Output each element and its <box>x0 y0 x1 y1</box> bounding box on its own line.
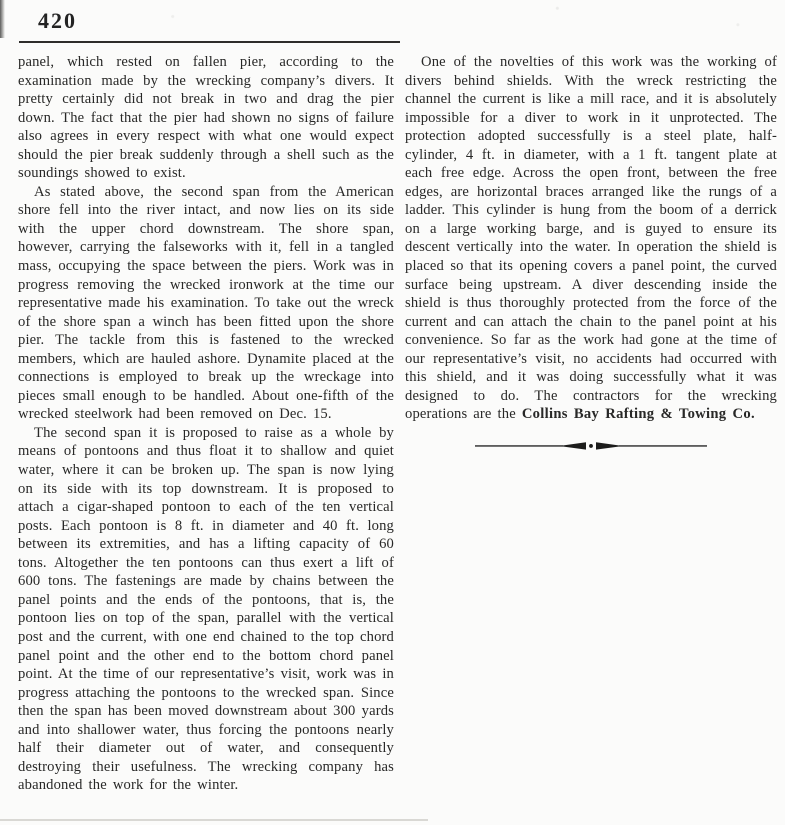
left-text-column <box>18 53 394 795</box>
section-divider-ornament <box>475 439 707 453</box>
paragraph-second-span-wreck: As stated above, the second span from the American shore fell into the river intact, and now lies on its side with the upper chord downstream. The shore span, however, carrying the falseworks with it, fell in a tangled mass, occupying the space between the piers. Work was in progress removing the wrecked ironwork at the time our representative made his examination. To take out the wreck of the shore span a winch has been fitted upon the shore pier. The tackle from this is fastened to the wrecked members, which are hauled ashore. Dynamite placed at the connections is employed to break up the wreckage into pieces small enough to be handled. About one-fifth of the wrecked steelwork had been removed on Dec. 15. <box>18 183 394 423</box>
company-name: Collins Bay Rafting & Towing Co. <box>521 406 755 423</box>
header-rule <box>19 41 400 43</box>
right-text-column <box>405 53 777 453</box>
paragraph-pier-examination: panel, which rested on fallen pier, according to the examination made by the wrecking company’s divers. It pretty certainly did not break in two and drag the pier down. The fact that the pier had shown no signs of failure also agrees in every respect with what one would expect should the pier break suddenly through a shell such as the soundings showed to exist. <box>18 54 394 182</box>
page-number: 420 <box>38 8 77 33</box>
paragraph-diver-shields-text: One of the novelties of this work was the working of divers behind shields. With the wreck restricting the channel the current is like a mill race, and it is absolutely impossible for a diver to work in it unprotected. The protection adopted successfully is a steel plate, half-cylinder, 4 ft. in diameter, with a 1 ft. tangent plate at each free edge. Across the open front, between the free edges, are horizontal braces arranged like the rungs of a ladder. This cylinder is hung from the boom of a derrick on a large working barge, and is guyed to ensure its descent vertically into the water. In operation the shield is placed so that its opening covers a panel point, the curved surface being upstream. A diver descending inside the shield is thus thoroughly protected from the force of the current and can attach the chain to the panel point at his convenience. So far as the work had gone at the time of our representative’s visit, no accidents had occurred with this shield, and it was doing successfully what it was designed to do. The contractors for the wrecking operations are the <box>405 54 777 423</box>
paragraph-diver-shields <box>405 53 777 424</box>
scan-edge-artifact <box>0 0 5 38</box>
page-bottom-edge <box>0 819 428 821</box>
paragraph-pontoon-raising: The second span it is proposed to raise as a whole by means of pontoons and thus float it to shallow and quiet water, where it can be broken up. The span is now lying on its side with its top downstream. It is proposed to attach a cigar-shaped pontoon to each of the ten vertical posts. Each pontoon is 8 ft. in diameter and 40 ft. long between its extremities, and has a lifting capacity of 60 tons. Altogether the ten pontoons can thus exert a lift of 600 tons. The fastenings are made by chains between the panel points and the ends of the pontoons, that is, the pontoon lies on top of the span, parallel with the vertical post and the current, with one end chained to the top chord panel point and the other end to the bottom chord panel point. At the time of our representative’s visit, work was in progress attaching the pontoons to the wrecked span. Since then the span has been moved downstream about 300 yards and into shallower water, thus forcing the pontoons nearly half their diameter out of water, and consequently destroying their usefulness. The wrecking company has abandoned the work for the winter. <box>18 424 394 794</box>
